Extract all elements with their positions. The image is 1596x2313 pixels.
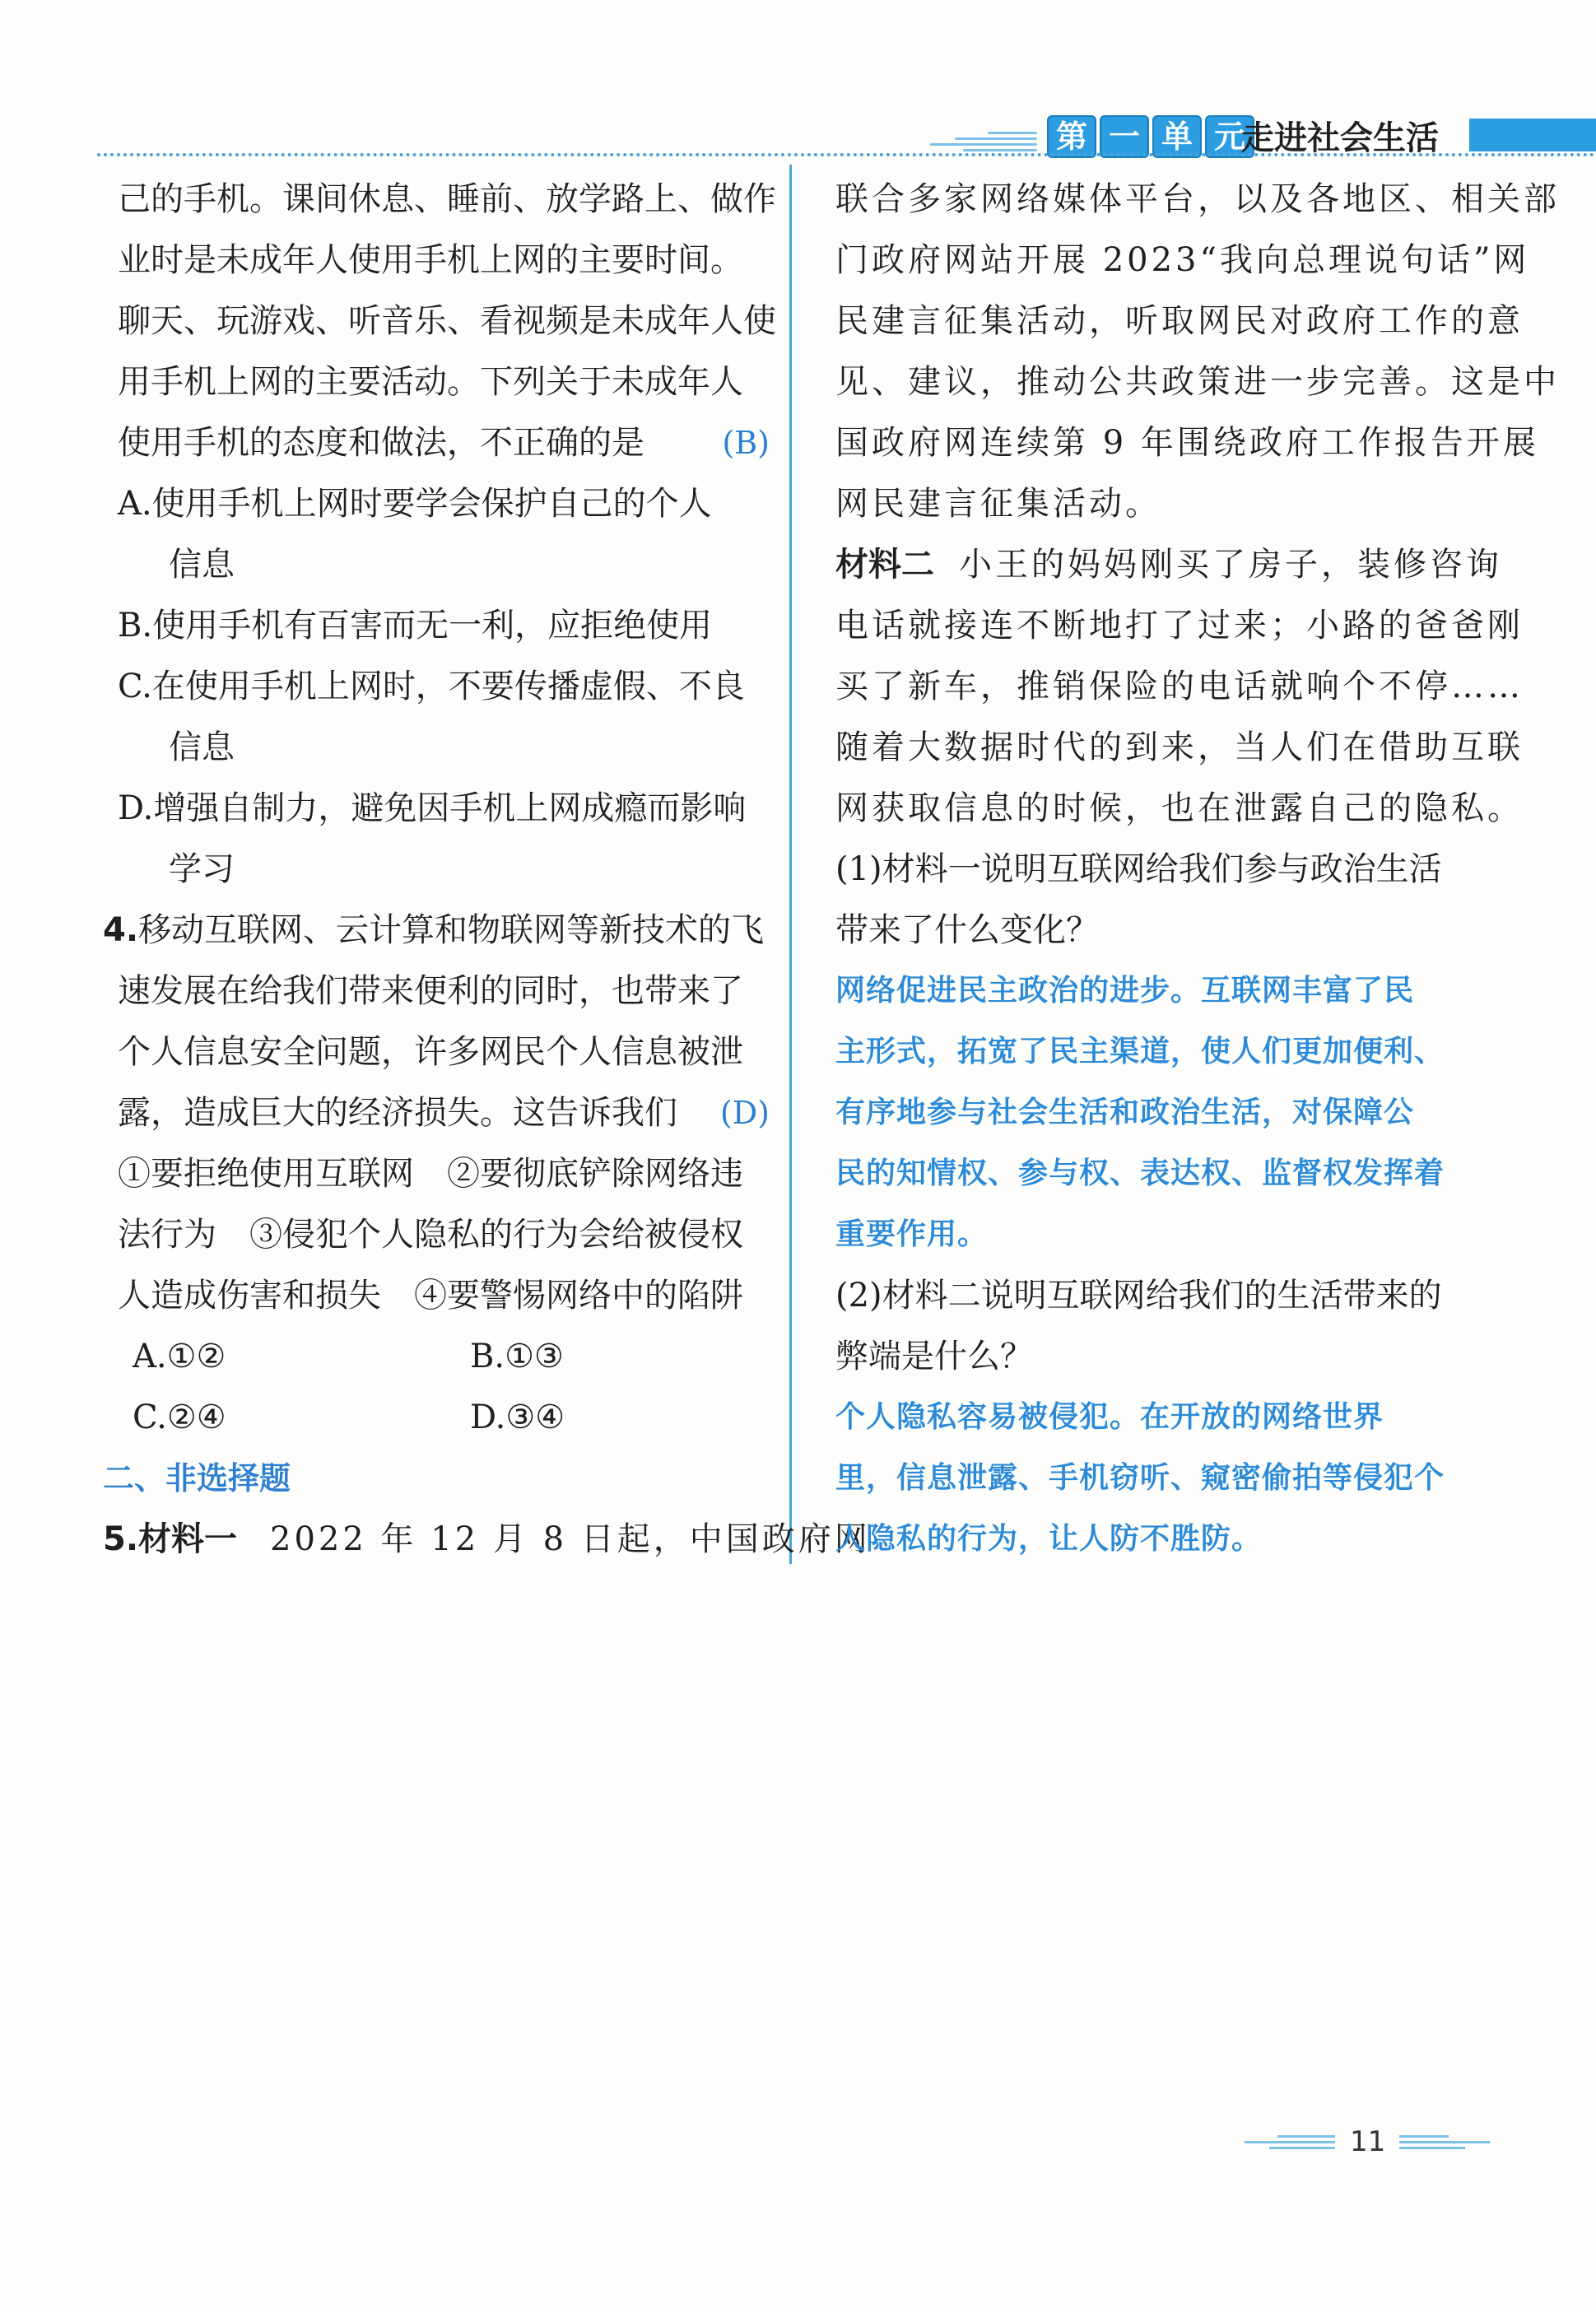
q5-material1-label: 材料一 [138,1520,238,1558]
answer-2-line: 个人隐私容易被侵犯。在开放的网络世界 [835,1400,1384,1434]
material2-line: 网获取信息的时候，也在泄露自己的隐私。 [835,789,1524,827]
q4-choice-row [103,1387,770,1448]
unit-char-1: 第 [1047,115,1096,158]
q4-number: 4. [103,911,139,949]
material2-start: 小王的妈妈刚买了房子，装修咨询 [959,546,1502,584]
material2-line: 随着大数据时代的到来，当人们在借助互联 [835,728,1524,766]
q3-option-d: D.增强自制力，避免因手机上网成瘾而影响 [118,789,747,827]
unit-badge [1047,115,1254,155]
material1-line: 网民建言征集活动。 [835,485,1161,523]
material1-line: 联合多家网络媒体平台，以及各地区、相关部 [835,180,1560,218]
material1-line: 民建言征集活动，听取网民对政府工作的意 [835,302,1524,340]
header-accent-bar [1469,119,1596,151]
q4-stem: 移动互联网、云计算和物联网等新技术的飞 [138,911,765,949]
q3-option-a-cont: 信息 [169,546,235,584]
section-heading: 二、非选择题 [103,1460,291,1496]
unit-char-3: 单 [1152,115,1202,158]
material2-line-first [835,534,1510,595]
q4-choice-row [103,1326,770,1387]
answer-1-line: 有序地参与社会生活和政治生活，对保障公 [835,1096,1415,1129]
unit-char-4: 元 [1205,115,1254,158]
q5-number: 5. [103,1520,139,1558]
q3-line: 己的手机。课间休息、睡前、放学路上、做作 [118,180,776,218]
right-column [835,169,1560,1570]
q4-choice-d: D.③④ [470,1399,565,1436]
q4-stem-end: 露，造成巨大的经济损失。这告诉我们 [118,1094,677,1132]
answer-1-line: 网络促进民主政治的进步。互联网丰富了民 [835,974,1415,1008]
q4-line-first [103,900,770,961]
answer-1-line: 重要作用。 [835,1217,989,1251]
unit-title: 走进社会生活 [1241,119,1439,157]
q4-choice-a: A.①② [133,1338,226,1375]
header-speed-lines [930,128,1037,151]
answer-2-line: 人隐私的行为，让人防不胜防。 [835,1522,1263,1556]
q4-line-last [103,1082,770,1143]
material2-label: 材料二 [835,546,934,584]
q5-line-first [103,1509,871,1570]
q4-statement: 人造成伤害和损失 ④要警惕网络中的陷阱 [118,1277,743,1315]
answer-1-line: 民的知情权、参与权、表达权、监督权发挥着 [835,1156,1445,1190]
q3-option-a: A.使用手机上网时要学会保护自己的个人 [118,485,712,523]
q3-stem-end: 使用手机的态度和做法，不正确的是 [118,424,644,462]
q4-answer: (D) [719,1095,770,1131]
footer-lines-left [1245,2132,1335,2153]
q4-statement: 法行为 ③侵犯个人隐私的行为会给被侵权 [118,1216,743,1254]
footer-lines-right [1399,2132,1490,2153]
q3-line: 用手机上网的主要活动。下列关于未成年人 [118,363,743,401]
material1-line: 门政府网站开展 2023“我向总理说句话”网 [835,241,1530,279]
page-number: 11 [1350,2125,1386,2158]
q3-line: 聊天、玩游戏、听音乐、看视频是未成年人使 [118,302,776,340]
q3-line-last [103,412,770,473]
answer-1-line: 主形式，拓宽了民主渠道，使人们更加便利、 [835,1035,1445,1068]
header-dotted-rule [97,153,1595,156]
q3-option-c-cont: 信息 [169,728,235,766]
material1-line: 国政府网连续第 9 年围绕政府工作报告开展 [835,424,1539,462]
left-column [103,169,871,1570]
q3-line: 业时是未成年人使用手机上网的主要时间。 [118,241,743,279]
sub-question-2: (2)材料二说明互联网给我们的生活带来的 [835,1277,1442,1315]
material1-line: 见、建议，推动公共政策进一步完善。这是中 [835,363,1560,401]
q4-statement: ①要拒绝使用互联网 ②要彻底铲除网络违 [118,1155,743,1193]
page-header [0,0,1596,165]
q3-answer: (B) [722,425,770,461]
material2-line: 电话就接连不断地打了过来；小路的爸爸刚 [835,607,1524,645]
q3-option-d-cont: 学习 [169,850,235,888]
answer-2-line: 里，信息泄露、手机窃听、窥密偷拍等侵犯个 [835,1461,1445,1495]
sub-question-2-cont: 弊端是什么？ [835,1338,1033,1375]
q4-line: 速发展在给我们带来便利的同时，也带来了 [118,972,743,1010]
q4-choice-b: B.①③ [470,1338,564,1375]
sub-question-1-cont: 带来了什么变化？ [835,911,1099,949]
material2-line: 买了新车，推销保险的电话就响个不停…… [835,668,1524,705]
q3-option-b: B.使用手机有百害而无一利，应拒绝使用 [118,607,713,645]
unit-char-2: 一 [1100,115,1149,158]
q4-line: 个人信息安全问题，许多网民个人信息被泄 [118,1033,743,1071]
q5-material1-start: 2022 年 12 月 8 日起，中国政府网 [270,1520,871,1558]
column-divider [789,165,792,1564]
q3-option-c: C.在使用手机上网时，不要传播虚假、不良 [118,668,745,705]
q4-choice-c: C.②④ [133,1399,226,1436]
sub-question-1: (1)材料一说明互联网给我们参与政治生活 [835,850,1442,888]
